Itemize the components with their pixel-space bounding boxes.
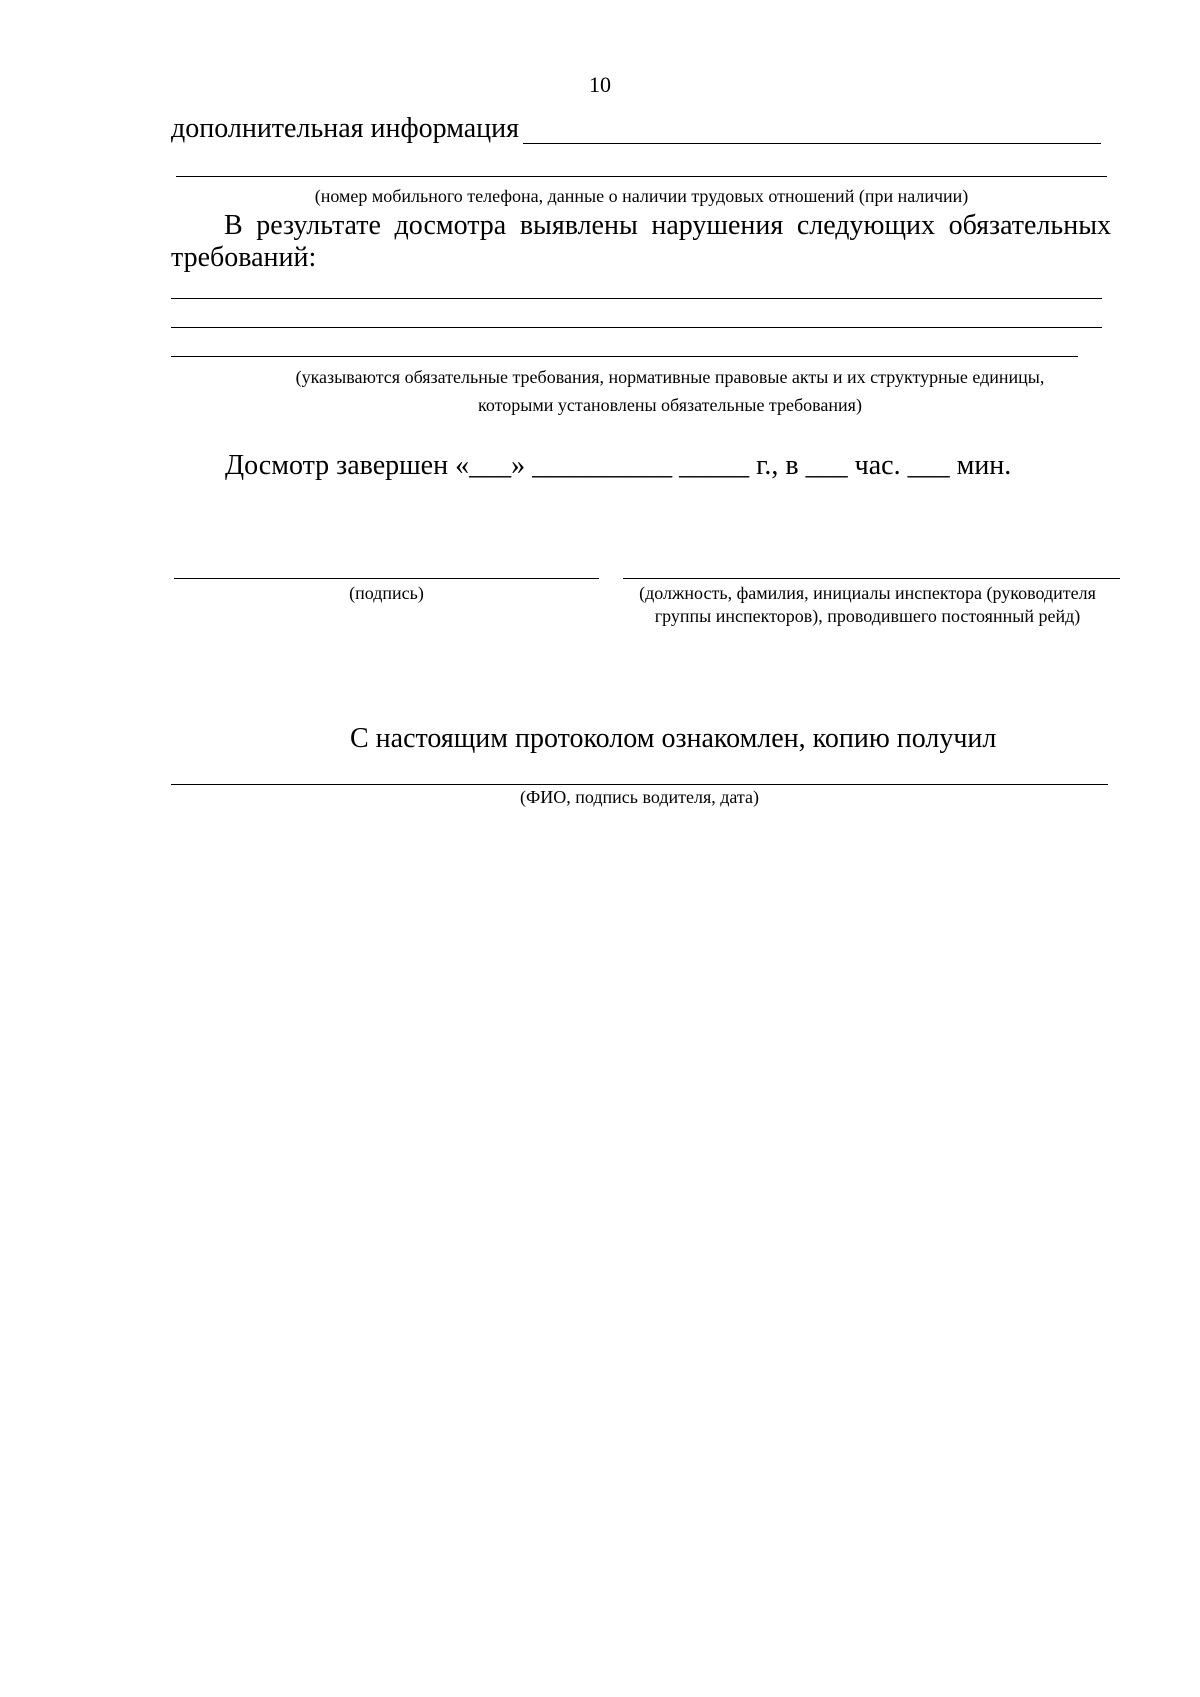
violations-field-line-1[interactable] — [171, 298, 1102, 299]
inspection-minute-label: мин. — [956, 450, 1012, 481]
violations-caption-line-2: которыми установлены обязательные требования) — [478, 395, 862, 415]
additional-info-label: дополнительная информация — [171, 113, 519, 144]
inspection-year-suffix: г., в — [756, 450, 799, 481]
inspector-caption-line-1: (должность, фамилия, инициалы инспектора (руководителя — [639, 583, 1096, 603]
violations-field-line-3[interactable] — [171, 356, 1078, 357]
inspection-end-line — [225, 450, 1011, 482]
additional-info-field-line-2[interactable] — [176, 176, 1107, 177]
inspection-day-field[interactable]: ___ — [469, 450, 512, 481]
inspection-month-field[interactable]: __________ — [532, 450, 673, 481]
signature-field-line[interactable] — [174, 578, 599, 579]
signature-caption: (подпись) — [349, 583, 424, 603]
inspector-field-line[interactable] — [623, 578, 1120, 579]
acknowledgement-caption: (ФИО, подпись водителя, дата) — [520, 787, 759, 807]
page-number: 10 — [589, 72, 611, 97]
inspection-hour-field[interactable]: ___ — [805, 450, 848, 481]
violations-caption-line-1: (указываются обязательные требования, нормативные правовые акты и их структурные единицы, — [295, 367, 1045, 387]
inspection-minute-field[interactable]: ___ — [907, 450, 950, 481]
violations-paragraph: В результате досмотра выявлены нарушения следующих обязательных требований: — [171, 210, 1111, 273]
inspection-quote-close: » — [511, 450, 526, 481]
inspection-hour-label: час. — [854, 450, 901, 481]
inspection-end-prefix: Досмотр завершен « — [225, 450, 470, 481]
acknowledgement-text: С настоящим протоколом ознакомлен, копию получил — [350, 723, 997, 754]
acknowledgement-field-line[interactable] — [171, 784, 1108, 785]
inspector-caption-line-2: группы инспекторов), проводившего постоянный рейд) — [654, 606, 1081, 626]
additional-info-caption: (номер мобильного телефона, данные о наличии трудовых отношений (при наличии) — [314, 186, 969, 206]
inspection-year-field[interactable]: _____ — [679, 450, 750, 481]
violations-field-line-2[interactable] — [171, 327, 1102, 328]
additional-info-field-line-1[interactable] — [523, 143, 1101, 144]
